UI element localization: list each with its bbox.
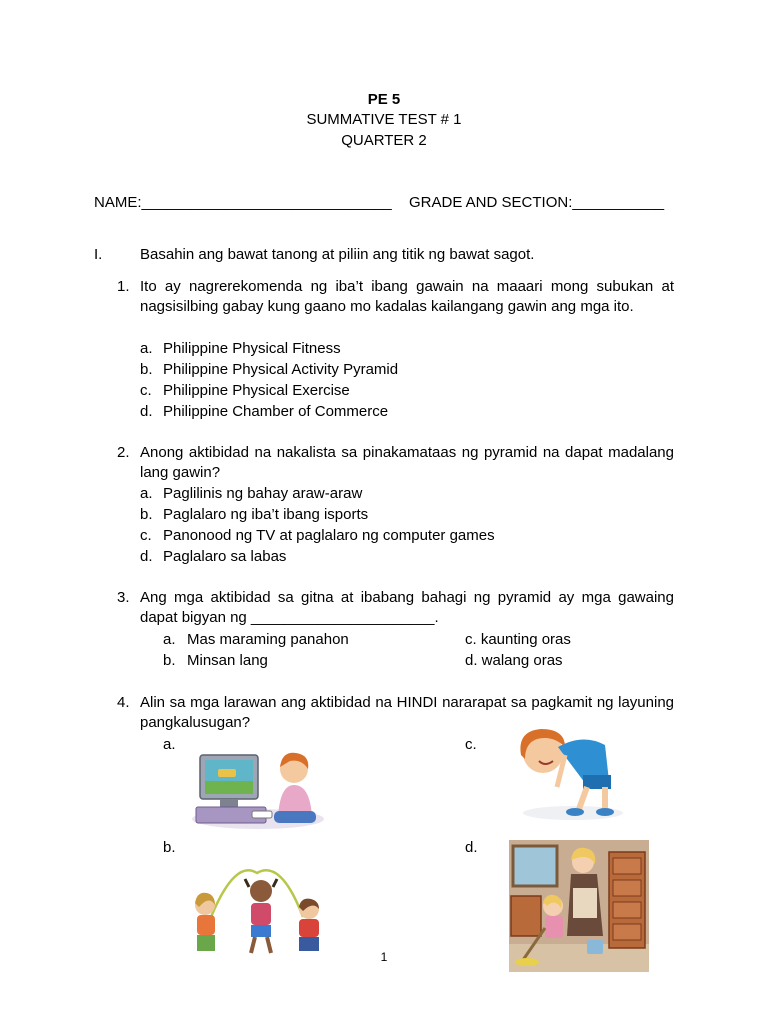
option-text: Paglilinis ng bahay araw-araw <box>163 485 363 502</box>
option-letter: d. <box>140 403 153 420</box>
option-text: Paglalaro ng iba’t ibang isports <box>163 506 369 523</box>
section-numeral: I. <box>94 246 103 263</box>
question-text: Ang mga aktibidad sa gitna at ibabang bahagi ng pyramid ay mga gawaing dapat bigyan ng ______________________. <box>140 589 674 626</box>
option-letter: b. <box>140 361 153 378</box>
question-number: 2. <box>117 444 130 461</box>
option-text: Philippine Physical Fitness <box>163 340 341 357</box>
option-letter: c. <box>140 382 152 399</box>
option-text: Philippine Physical Exercise <box>163 382 350 399</box>
question-number: 1. <box>117 278 130 295</box>
option-text: Minsan lang <box>187 652 268 669</box>
test-title: SUMMATIVE TEST # 1 <box>306 111 462 128</box>
option-letter: c. <box>465 736 477 753</box>
child-playing-video-games-illustration <box>190 745 325 830</box>
option-text: Paglalaro sa labas <box>163 548 287 565</box>
girl-stretching-illustration <box>513 725 628 822</box>
option-letter: a. <box>140 340 153 357</box>
question-text: Alin sa mga larawan ang aktibidad na HINDI nararapat sa pagkamit ng layuning pangkalusugan? <box>140 694 674 731</box>
option-text: Philippine Chamber of Commerce <box>163 403 389 420</box>
quarter-title: QUARTER 2 <box>341 132 427 149</box>
grade-section-field: GRADE AND SECTION:___________ <box>409 194 665 211</box>
option-letter: d. <box>465 839 478 856</box>
option-letter: c. <box>140 527 152 544</box>
option-letter: a. <box>163 631 176 648</box>
option-letter: b. <box>163 652 176 669</box>
option-text: Panonood ng TV at paglalaro ng computer games <box>163 527 495 544</box>
section-instruction: Basahin ang bawat tanong at piliin ang titik ng bawat sagot. <box>140 246 535 263</box>
question-number: 4. <box>117 694 130 711</box>
option-letter: a. <box>163 736 176 753</box>
question-text: Ito ay nagrerekomenda ng iba’t ibang gawain na maaari mong subukan at nagsisilbing gabay kung gaano mo kadalas kailangang gawin ang mga ito. <box>140 278 674 315</box>
option-text: d. walang oras <box>465 652 563 669</box>
question-text: Anong aktibidad na nakalista sa pinakamataas ng pyramid na dapat madalang lang gawin? <box>140 444 674 481</box>
option-letter: d. <box>140 548 153 565</box>
children-jumping-rope-illustration <box>185 865 335 960</box>
question-number: 3. <box>117 589 130 606</box>
page-number: 1 <box>380 950 388 964</box>
option-letter: b. <box>163 839 176 856</box>
option-text: Mas maraming panahon <box>187 631 349 648</box>
subject-title: PE 5 <box>367 91 401 108</box>
option-letter: a. <box>140 485 153 502</box>
option-text: c. kaunting oras <box>465 631 571 648</box>
option-letter: b. <box>140 506 153 523</box>
option-text: Philippine Physical Activity Pyramid <box>163 361 399 378</box>
name-field: NAME:______________________________ <box>94 194 392 211</box>
